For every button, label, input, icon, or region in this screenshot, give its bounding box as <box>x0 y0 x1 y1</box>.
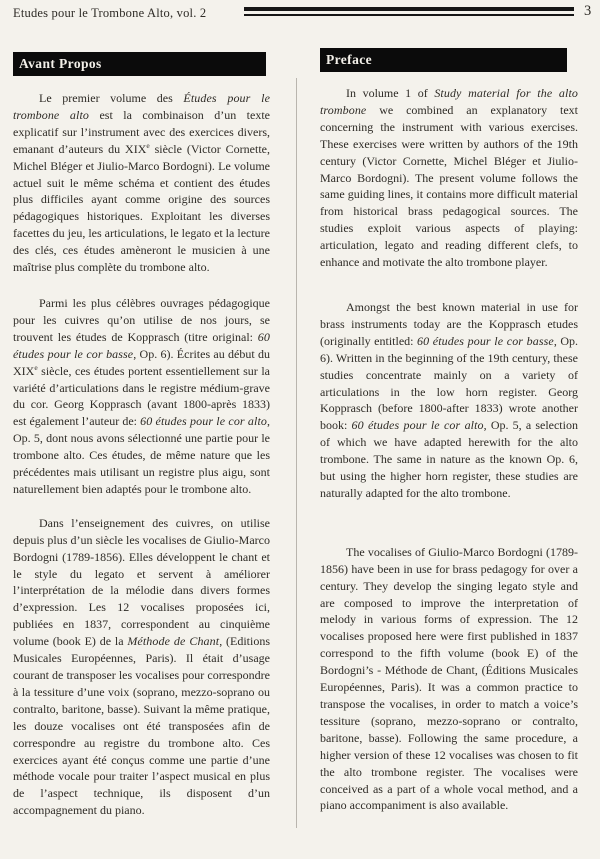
rule-thick <box>244 7 574 11</box>
paragraph-french-2: Parmi les plus célèbres ouvrages pédagogique pour les cuivres qu’on utilise de nos jours, se trouvent les études de Kopprasch (titre original: 60 études pour le cor basse, Op. 6). Écrites au début du XIXe siècle, ces études portent essentiellement sur la variété d’articulations dans le registre médium-grave du cor. Georg Kopprasch (avant 1800-après 1833) est également l’auteur de: 60 études pour le cor alto, Op. 5, dont nous avons sélectionné une partie pour le trombone alto. Ces études, de même nature que les précédentes mais utilisant un registre plus aigu, sont naturellement bien adaptés pour le trombone alto. <box>13 295 270 496</box>
section-heading-preface: Preface <box>320 48 567 72</box>
page-number: 3 <box>584 3 592 19</box>
column-divider <box>296 78 297 828</box>
paragraph-french-1: Le premier volume des Études pour le trombone alto est la combinaison d’un texte explicatif sur l’instrument avec des exercices divers, emanant d’auteurs du XIXe siècle (Victor Cornette, Michel Bléger et Jiulio-Marco Bordogni). Le volume actuel suit le même schéma et contient des études plus difficiles ayant comme origine des sources pédagogiques historiques. Exploitant les diverses facettes du jeu, les articulations, le legato et la lecture des clés, ces études amèneront le musicien à une maîtrise plus complète du trombone alto. <box>13 91 270 275</box>
paragraph-english-3: The vocalises of Giulio-Marco Bordogni (1789-1856) have been in use for brass pedagogy for over a century. They develop the singing legato style and are composed to improve the interpretation of melody in various forms of expression. The 12 vocalises proposed here were first published in 1837 correspond to the fifth volume (book E) of the Bordogni’s - Méthode de Chant, (Éditions Musicales Européennes, Paris). It was a common practice to transpose the vocalises, in order to match a voice’s tessiture (soprano, mezzo-soprano or contralto, baritone, basse). Following the same procedure, a higher version of these 12 vocalises was chosen to fit the alto trombone register. The vocalises were conceived as a part of a whole vocal method, and a piano accompaniment is also available. <box>320 544 578 813</box>
paragraph-english-1: In volume 1 of Study material for the alto trombone we combined an explanatory text concerning the instrument with various exercises. These exercises were written by authors of the 19th century (Victor Cornette, Michel Bléger et Jiulio-Marco Bordogni). The present volume follows the same guiding lines, it contains more difficult material from historical brass pedagogical sources. The studies exploit various aspects of playing: articulation, legato and reading different clefs, to enhance and motivate the alto trombone player. <box>320 86 578 270</box>
header-double-rule <box>244 7 574 16</box>
paragraph-english-2: Amongst the best known material in use for brass instruments today are the Kopprasch etudes (originally entitled: 60 études pour le cor basse, Op. 6). Written in the beginning of the 19th century, these studies concentrate mainly on a variety of articulations in the low horn register. Georg Kopprasch (before 1800-after 1833) wrote another book: 60 études pour le cor alto, Op. 5, a selection of which we have adapted herewith for the alto trombone. The same in nature as the known Op. 6, but using the higher horn register, these studies are naturally adapted for the alto trombone. <box>320 299 578 500</box>
column-preface <box>320 48 578 814</box>
paragraph-french-3: Dans l’enseignement des cuivres, on utilise depuis plus d’un siècle les vocalises de Giulio-Marco Bordogni (1789-1856). Elles développent le chant et le style du legato et servent à améliorer l’interprétation de la mélodie dans divers formes d’expression. Les 12 vocalises proposées ici, publiées en 1837, correspondent au cinquième volume (book E) de la Méthode de Chant, (Editions Musicales Européennes, Paris). Il était d’usage courant de transposer les vocalises pour correspondre à la tessiture d’une voix (soprano, mezzo-soprano ou contralto, baritone, basse). Suivant la même pratique, les douze vocalises ont été transposées afin de correspondre au registre du trombone alto. Ces exercices ayant été conçus comme une partie d’une méthode vocale pour traiter l’aspect musical en plus de l’aspect technique, ils disposent d’un accompagnement du piano. <box>13 515 270 818</box>
column-avant-propos <box>13 52 270 819</box>
running-title: Etudes pour le Trombone Alto, vol. 2 <box>13 6 207 20</box>
rule-thin <box>244 14 574 16</box>
section-heading-avant-propos: Avant Propos <box>13 52 266 76</box>
